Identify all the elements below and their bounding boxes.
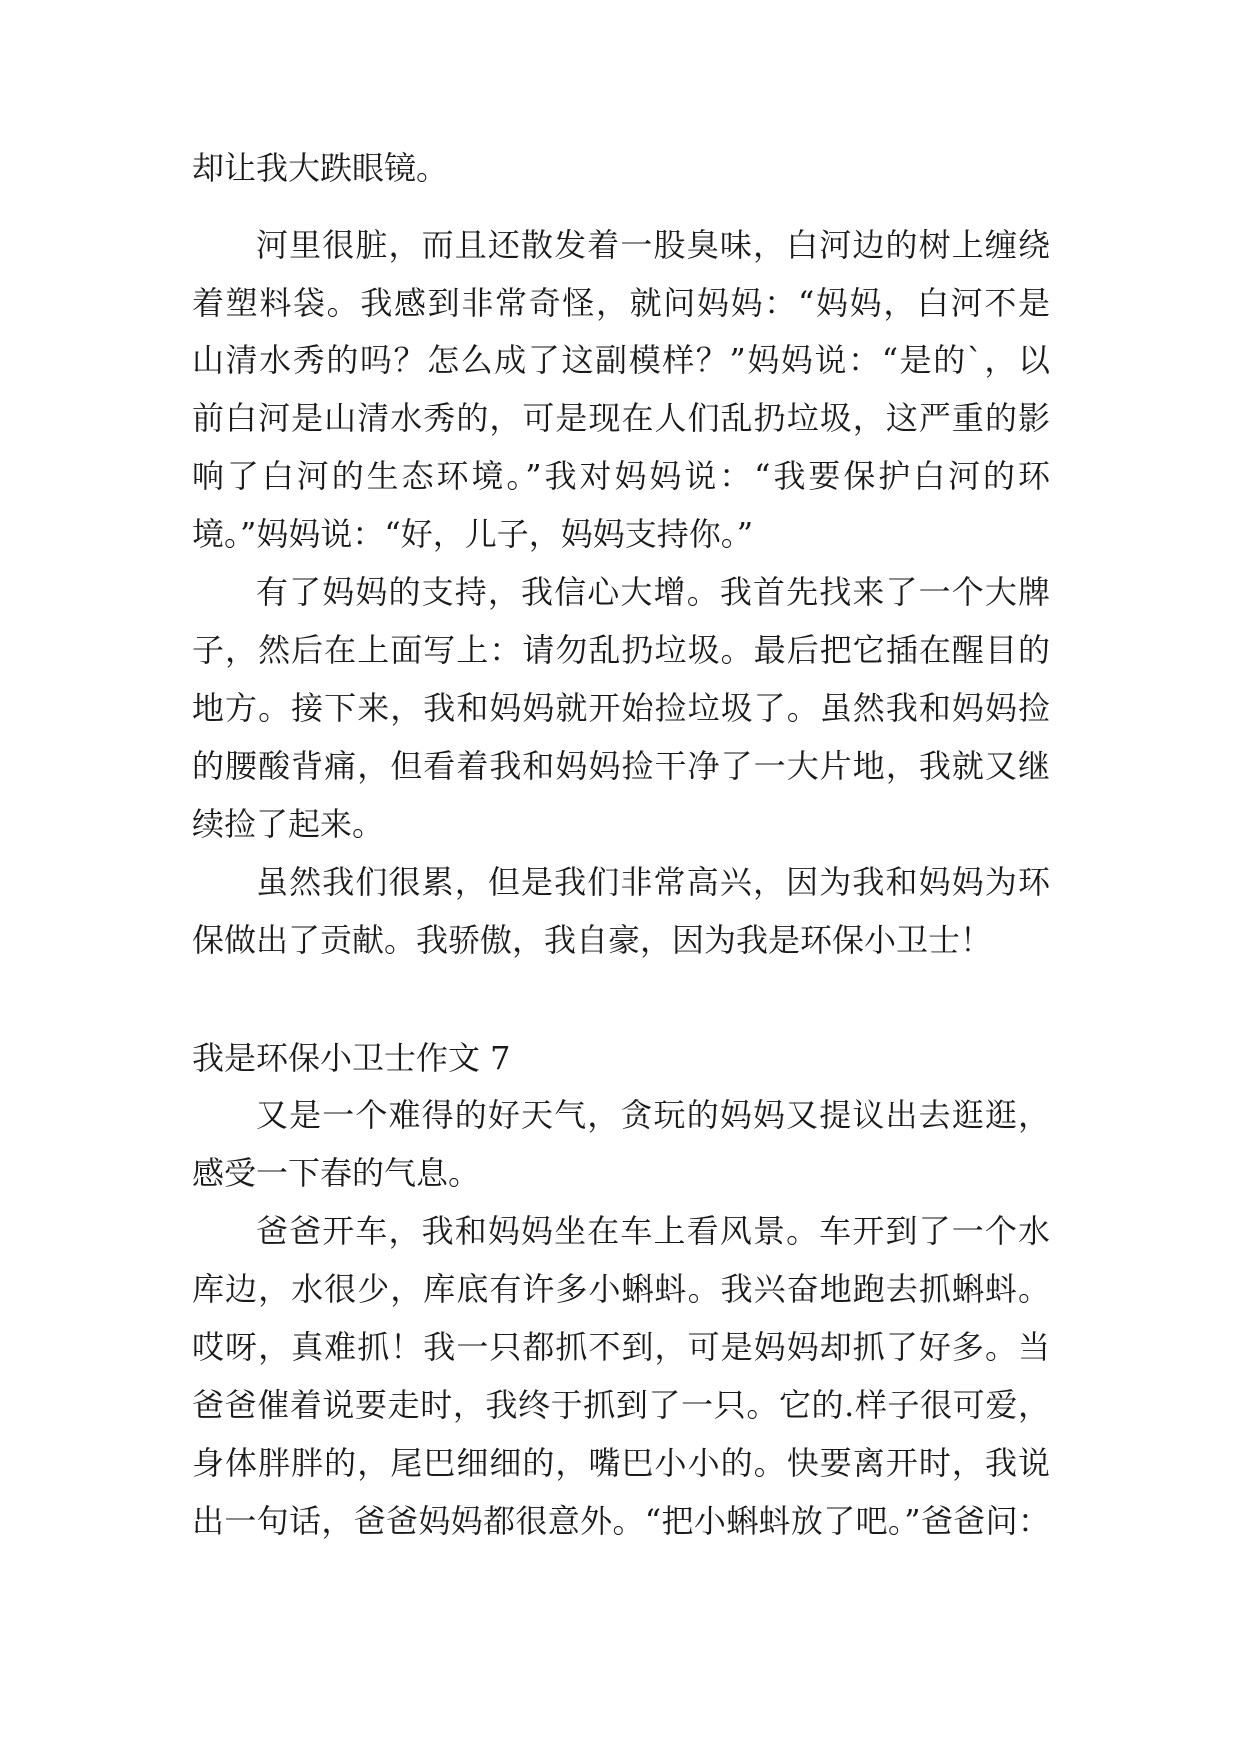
paragraph-line: 前白河是山清水秀的，可是现在人们乱扔垃圾，这严重的影 bbox=[192, 399, 1050, 437]
paragraph-line: 又是一个难得的好天气，贪玩的妈妈又提议出去逛逛， bbox=[256, 1096, 1050, 1134]
paragraph-line: 保做出了贡献。我骄傲，我自豪，因为我是环保小卫士！ bbox=[192, 921, 993, 959]
paragraph-line: 山清水秀的吗？怎么成了这副模样？”妈妈说：“是的`，以 bbox=[192, 341, 1050, 379]
paragraph-line: 身体胖胖的，尾巴细细的，嘴巴小小的。快要离开时，我说 bbox=[192, 1444, 1050, 1482]
paragraph-line: 地方。接下来，我和妈妈就开始捡垃圾了。虽然我和妈妈捡 bbox=[192, 689, 1050, 727]
section-heading: 我是环保小卫士作文 7 bbox=[192, 1039, 511, 1077]
paragraph-line: 爸爸催着说要走时，我终于抓到了一只。它的.样子很可爱， bbox=[192, 1386, 1050, 1424]
paragraph-line: 境。”妈妈说：“好，儿子，妈妈支持你。” bbox=[192, 515, 754, 553]
paragraph-line: 哎呀，真难抓！我一只都抓不到，可是妈妈却抓了好多。当 bbox=[192, 1328, 1050, 1366]
paragraph-line: 的腰酸背痛，但看着我和妈妈捡干净了一大片地，我就又继 bbox=[192, 747, 1050, 785]
paragraph-line: 却让我大跌眼镜。 bbox=[192, 149, 449, 187]
paragraph-line: 感受一下春的气息。 bbox=[192, 1154, 481, 1192]
paragraph-line: 有了妈妈的支持，我信心大增。我首先找来了一个大牌 bbox=[256, 573, 1050, 611]
paragraph-line: 着塑料袋。我感到非常奇怪，就问妈妈：“妈妈，白河不是 bbox=[192, 284, 1050, 322]
paragraph-line: 虽然我们很累，但是我们非常高兴，因为我和妈妈为环 bbox=[256, 863, 1050, 901]
paragraph-line: 响了白河的生态环境。”我对妈妈说：“我要保护白河的环 bbox=[192, 457, 1050, 495]
paragraph-line: 续捡了起来。 bbox=[192, 805, 385, 843]
paragraph-line: 出一句话，爸爸妈妈都很意外。“把小蝌蚪放了吧。”爸爸问： bbox=[192, 1502, 1050, 1540]
paragraph-line: 库边，水很少，库底有许多小蝌蚪。我兴奋地跑去抓蝌蚪。 bbox=[192, 1270, 1050, 1308]
paragraph-line: 子，然后在上面写上：请勿乱扔垃圾。最后把它插在醒目的 bbox=[192, 631, 1050, 669]
paragraph-line: 爸爸开车，我和妈妈坐在车上看风景。车开到了一个水 bbox=[256, 1212, 1050, 1250]
paragraph-line: 河里很脏，而且还散发着一股臭味，白河边的树上缠绕 bbox=[256, 226, 1050, 264]
